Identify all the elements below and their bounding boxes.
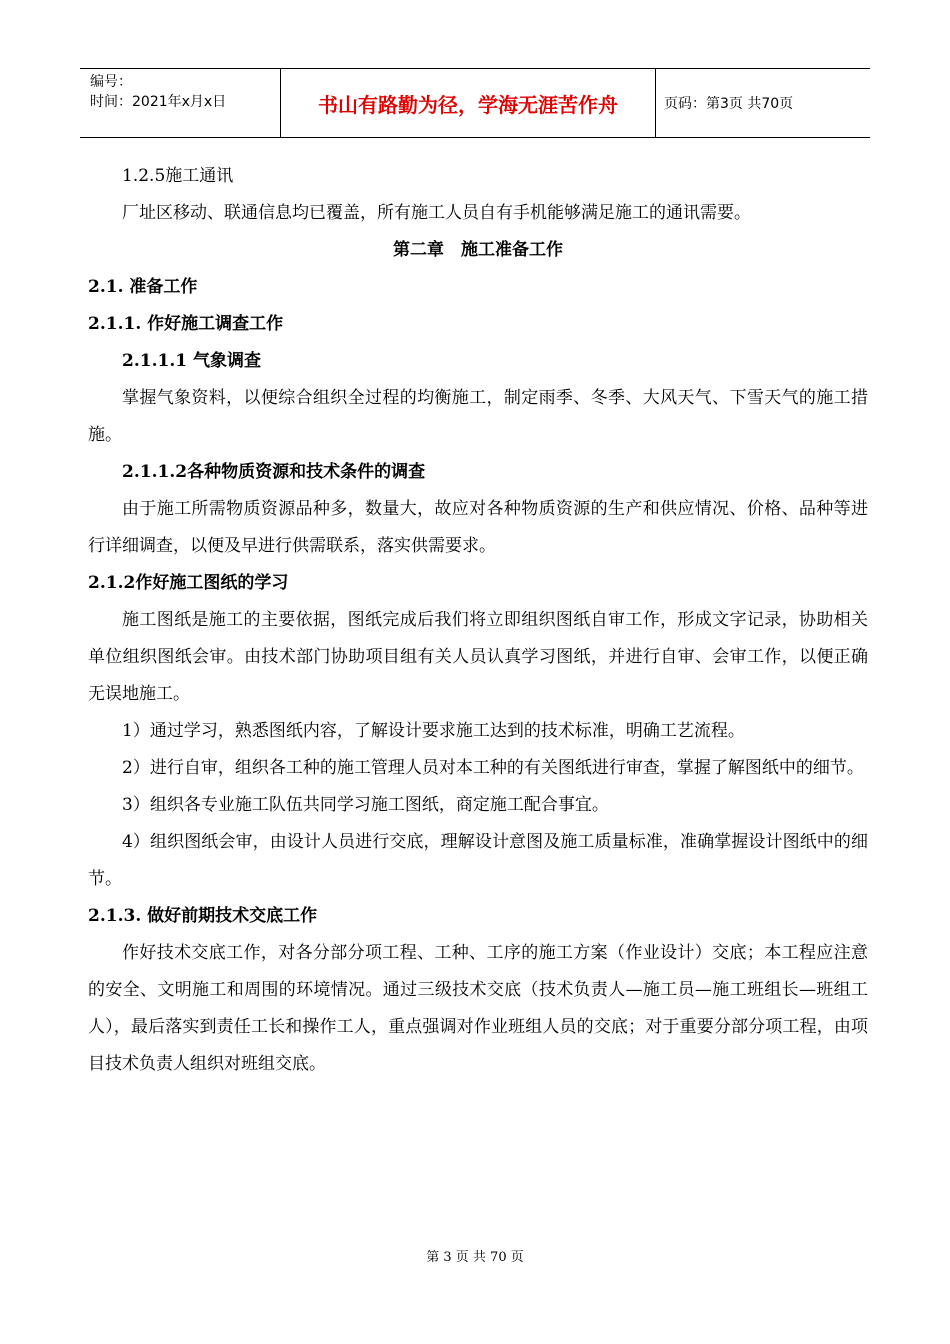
header-motto: 书山有路勤为径，学海无涯苦作舟	[281, 69, 656, 137]
header-page-info: 页码：第3页 共70页	[664, 96, 794, 112]
header-number-label: 编号：	[90, 74, 132, 90]
section-2-1-1-2-title: 2.1.1.2各种物质资源和技术条件的调查	[122, 462, 426, 482]
section-2-1-1-2-text: 由于施工所需物质资源品种多，数量大，故应对各种物质资源的生产和供应情况、价格、品种等进行详细调查，以便及早进行供需联系，落实供需要求。	[88, 499, 868, 556]
section-2-1-title: 2.1. 准备工作	[88, 277, 198, 297]
header-date-label: 时间：2021年x月x日	[90, 94, 227, 110]
section-2-1-3-title: 2.1.3. 做好前期技术交底工作	[88, 906, 318, 926]
section-2-1-3-text: 作好技术交底工作，对各分部分项工程、工种、工序的施工方案（作业设计）交底；本工程应注意的安全、文明施工和周围的环境情况。通过三级技术交底（技术负责人—施工员—施工班组长—班组工人），最后落实到责任工长和操作工人，重点强调对作业班组人员的交底；对于重要分部分项工程，由项目技术负责人组织对班组交底。	[88, 943, 868, 1074]
list-item-4: 4）组织图纸会审，由设计人员进行交底，理解设计意图及施工质量标准，准确掌握设计图纸中的细节。	[88, 832, 868, 889]
document-body	[88, 158, 868, 1083]
section-2-1-1-1-title: 2.1.1.1 气象调查	[122, 351, 261, 371]
section-2-1-2-text: 施工图纸是施工的主要依据，图纸完成后我们将立即组织图纸自审工作，形成文字记录，协助相关单位组织图纸会审。由技术部门协助项目组有关人员认真学习图纸，并进行自审、会审工作，以便正确无误地施工。	[88, 610, 868, 704]
header-meta-cell	[80, 69, 281, 137]
section-2-1-1-title: 2.1.1. 作好施工调查工作	[88, 314, 284, 334]
list-item-2: 2）进行自审，组织各工种的施工管理人员对本工种的有关图纸进行审查，掌握了解图纸中的细节。	[122, 758, 864, 778]
chapter-2-title: 第二章 施工准备工作	[393, 240, 563, 260]
section-2-1-2-title: 2.1.2作好施工图纸的学习	[88, 573, 289, 593]
section-1-2-5-text: 厂址区移动、联通信息均已覆盖，所有施工人员自有手机能够满足施工的通讯需要。	[122, 203, 751, 223]
list-item-1: 1）通过学习，熟悉图纸内容，了解设计要求施工达到的技术标准，明确工艺流程。	[122, 721, 745, 741]
section-1-2-5-title: 1.2.5施工通讯	[122, 166, 234, 186]
section-2-1-1-1-text: 掌握气象资料，以便综合组织全过程的均衡施工，制定雨季、冬季、大风天气、下雪天气的施工措施。	[88, 388, 868, 445]
page-header	[80, 68, 870, 138]
list-item-3: 3）组织各专业施工队伍共同学习施工图纸，商定施工配合事宜。	[122, 795, 609, 815]
page-footer: 第 3 页 共 70 页	[426, 1250, 524, 1265]
